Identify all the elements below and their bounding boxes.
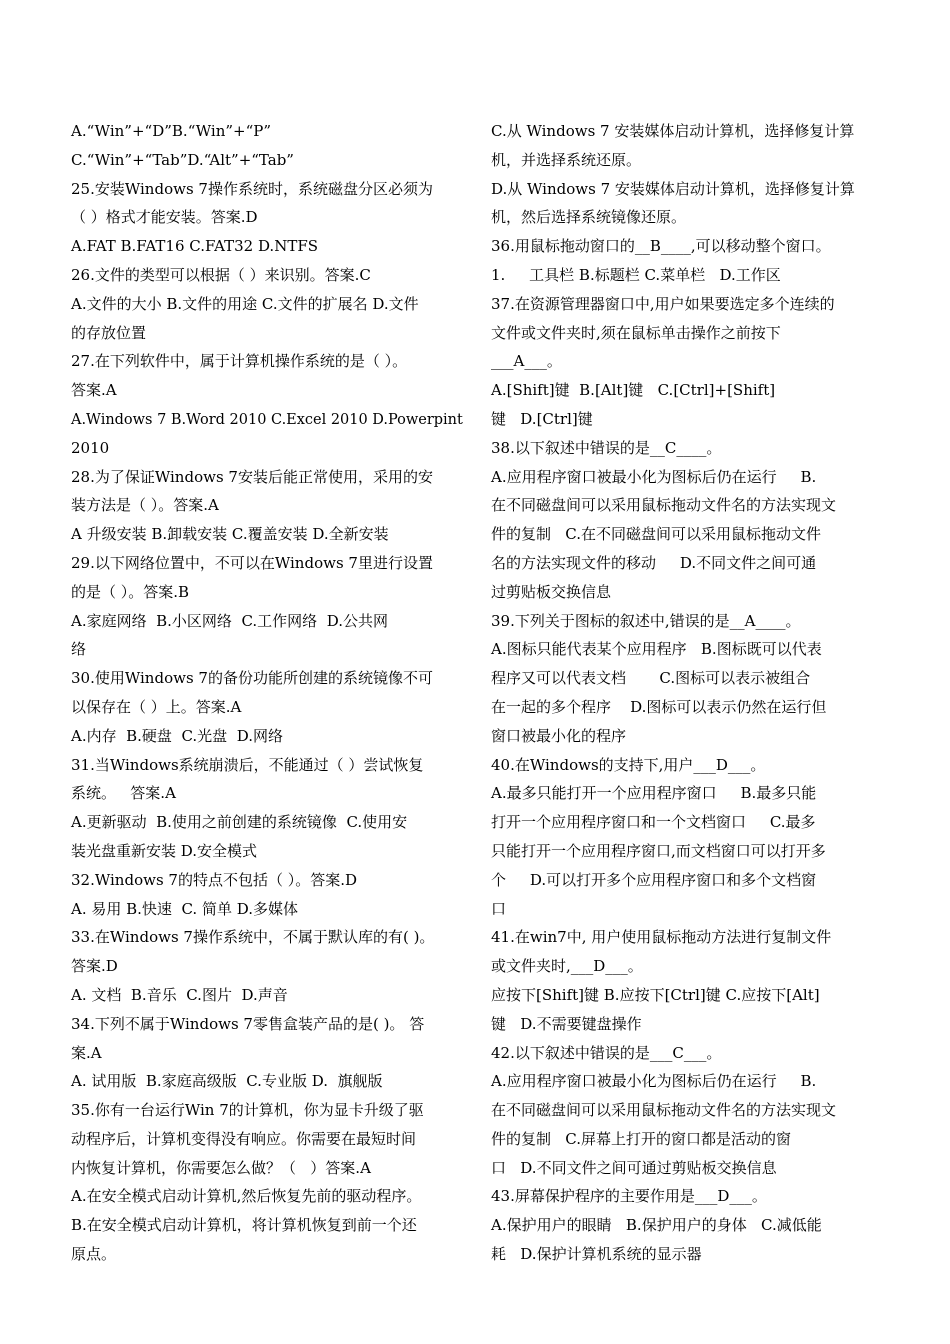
left-column-text-line: 25.安装Windows 7操作系统时，系统磁盘分区必须为 [71, 179, 433, 198]
right-column-text-line: D.从 Windows 7 安装媒体启动计算机，选择修复计算 [491, 179, 855, 198]
right-column-text-line: 过剪贴板交换信息 [491, 582, 612, 601]
right-column-text-line: 机，并选择系统还原。 [491, 150, 642, 169]
right-column-text-line: A.图标只能代表某个应用程序 B.图标既可以代表 [491, 640, 822, 659]
right-column-text-line: 文件或文件夹时,须在鼠标单击操作之前按下 [491, 323, 781, 342]
left-column-text-line: A.内存 B.硬盘 C.光盘 D.网络 [71, 726, 283, 745]
left-column-text-line: 34.下列不属于Windows 7零售盒装产品的是( )。 答 [71, 1014, 425, 1033]
right-column-text-line: 42.以下叙述中错误的是___C___。 [491, 1043, 722, 1062]
left-column-text-line: A.家庭网络 B.小区网络 C.工作网络 D.公共网 [71, 611, 388, 630]
left-column-text-line: A.FAT B.FAT16 C.FAT32 D.NTFS [71, 237, 319, 256]
left-column-text-line: B.在安全模式启动计算机，将计算机恢复到前一个还 [71, 1216, 417, 1235]
right-column-text-line: 程序又可以代表文档 C.图标可以表示被组合 [491, 669, 811, 688]
left-column-text-line: 26.文件的类型可以根据（ ）来识别。答案.C [71, 265, 371, 284]
right-column-text-line: 口 D.不同文件之间可通过剪贴板交换信息 [491, 1158, 777, 1177]
right-column-text-line: 只能打开一个应用程序窗口,而文档窗口可以打开多 [491, 841, 826, 860]
left-column-text-line: A. 试用版 B.家庭高级版 C.专业版 D. 旗舰版 [71, 1072, 383, 1091]
left-column-text-line: A.“Win”+“D”B.“Win”+“P” [71, 122, 272, 140]
right-column-text-line: 在一起的多个程序 D.图标可以表示仍然在运行但 [491, 697, 827, 716]
right-column-text-line: 件的复制 C.在不同磁盘间可以采用鼠标拖动文件 [491, 525, 822, 544]
right-column-text-line: 36.用鼠标拖动窗口的__B____,可以移动整个窗口。 [491, 237, 831, 256]
right-column-text-line: 38.以下叙述中错误的是__C____。 [491, 438, 722, 457]
left-column-text-line: 27.在下列软件中，属于计算机操作系统的是（ ）。 [71, 352, 408, 371]
right-column [491, 117, 883, 1269]
left-column-text-line: 35.你有一台运行Win 7的计算机，你为显卡升级了驱 [71, 1101, 424, 1120]
right-column-text-line: A.应用程序窗口被最小化为图标后仍在运行 B. [491, 467, 817, 486]
left-column-text-line: 原点。 [71, 1245, 117, 1264]
right-column-text-line: 耗 D.保护计算机系统的显示器 [491, 1245, 702, 1264]
left-column-text-line: 系统。 答案.A [71, 784, 176, 803]
right-column-text-line: 键 D.[Ctrl]键 [491, 409, 593, 428]
right-column-text-line: 41.在win7中, 用户使用鼠标拖动方法进行复制文件 [491, 928, 832, 947]
right-column-text-line: 口 [491, 899, 507, 918]
left-column-text-line: A.Windows 7 B.Word 2010 C.Excel 2010 D.Powerpint [71, 409, 463, 428]
left-column-text-line: 动程序后，计算机变得没有响应。你需要在最短时间 [71, 1129, 417, 1148]
right-column-text-line: 在不同磁盘间可以采用鼠标拖动文件名的方法实现文 [491, 1101, 837, 1120]
left-column-text-line: A. 文档 B.音乐 C.图片 D.声音 [71, 985, 288, 1004]
right-column-text-line: C.从 Windows 7 安装媒体启动计算机，选择修复计算 [491, 122, 855, 140]
left-column-text-line: A 升级安装 B.卸载安装 C.覆盖安装 D.全新安装 [71, 525, 389, 544]
left-column-text-line: 33.在Windows 7操作系统中，不属于默认库的有( )。 [71, 928, 435, 947]
right-column-text-line: A.最多只能打开一个应用程序窗口 B.最多只能 [491, 784, 817, 803]
right-column-text-line: 1. 工具栏 B.标题栏 C.菜单栏 D.工作区 [491, 265, 781, 284]
right-column-text-line: 或文件夹时,___D___。 [491, 957, 643, 976]
left-column-text-line: 30.使用Windows 7的备份功能所创建的系统镜像不可 [71, 669, 433, 688]
left-column-text-line: A.文件的大小 B.文件的用途 C.文件的扩展名 D.文件 [71, 294, 419, 313]
left-column-text-line: 的存放位置 [71, 323, 147, 342]
right-column-text-line: A.保护用户的眼睛 B.保护用户的身体 C.减低能 [491, 1216, 822, 1235]
left-column-text-line: 29.以下网络位置中，不可以在Windows 7里进行设置 [71, 553, 433, 572]
right-column-text-line: A.应用程序窗口被最小化为图标后仍在运行 B. [491, 1072, 817, 1091]
right-column-text-line: 名的方法实现文件的移动 D.不同文件之间可通 [491, 553, 817, 572]
left-column-text-line: 以保存在（ ）上。答案.A [71, 697, 242, 716]
left-column-text-line: A. 易用 B.快速 C. 简单 D.多媒体 [71, 899, 298, 918]
right-column-text-line: 37.在资源管理器窗口中,用户如果要选定多个连续的 [491, 294, 835, 313]
right-column-text-line: 应按下[Shift]键 B.应按下[Ctrl]键 C.应按下[Alt] [491, 985, 820, 1004]
right-column-text-line: 43.屏幕保护程序的主要作用是___D___。 [491, 1187, 767, 1206]
right-column-text-line: 39.下列关于图标的叙述中,错误的是__A____。 [491, 611, 801, 630]
right-column-text-line: ___A___。 [491, 352, 562, 371]
right-column-text-line: 键 D.不需要键盘操作 [491, 1014, 642, 1033]
left-column-text-line: 答案.D [71, 957, 118, 976]
left-column-text-line: A.更新驱动 B.使用之前创建的系统镜像 C.使用安 [71, 813, 408, 832]
left-column-text-line: C.“Win”+“Tab”D.“Alt”+“Tab” [71, 150, 294, 169]
left-column [71, 117, 463, 1269]
right-column-text-line: 打开一个应用程序窗口和一个文档窗口 C.最多 [491, 813, 816, 832]
left-column-text-line: A.在安全模式启动计算机,然后恢复先前的驱动程序。 [71, 1187, 422, 1206]
left-column-text-line: 答案.A [71, 381, 117, 400]
left-column-text-line: 内恢复计算机，你需要怎么做？（ ）答案.A [71, 1158, 371, 1177]
right-column-text-line: 机，然后选择系统镜像还原。 [491, 208, 687, 227]
right-column-text-line: A.[Shift]键 B.[Alt]键 C.[Ctrl]+[Shift] [491, 381, 776, 400]
right-column-text-line: 件的复制 C.屏幕上打开的窗口都是活动的窗 [491, 1129, 792, 1148]
left-column-text-line: 的是（ ）。答案.B [71, 582, 190, 601]
left-column-text-line: 案.A [71, 1043, 102, 1062]
left-column-text-line: 31.当Windows系统崩溃后，不能通过（ ）尝试恢复 [71, 755, 424, 774]
left-column-text-line: 28.为了保证Windows 7安装后能正常使用，采用的安 [71, 467, 433, 486]
right-column-text-line: 窗口被最小化的程序 [491, 726, 627, 745]
left-column-text-line: （ ）格式才能安装。答案.D [71, 208, 258, 227]
left-column-text-line: 装方法是（ ）。答案.A [71, 496, 219, 515]
right-column-text-line: 在不同磁盘间可以采用鼠标拖动文件名的方法实现文 [491, 496, 837, 515]
left-column-text-line: 装光盘重新安装 D.安全模式 [71, 841, 258, 860]
left-column-text-line: 络 [71, 640, 87, 659]
left-column-text-line: 2010 [71, 438, 110, 457]
right-column-text-line: 40.在Windows的支持下,用户___D___。 [491, 755, 766, 774]
right-column-text-line: 个 D.可以打开多个应用程序窗口和多个文档窗 [491, 870, 817, 889]
left-column-text-line: 32.Windows 7的特点不包括（ ）。答案.D [71, 870, 358, 889]
